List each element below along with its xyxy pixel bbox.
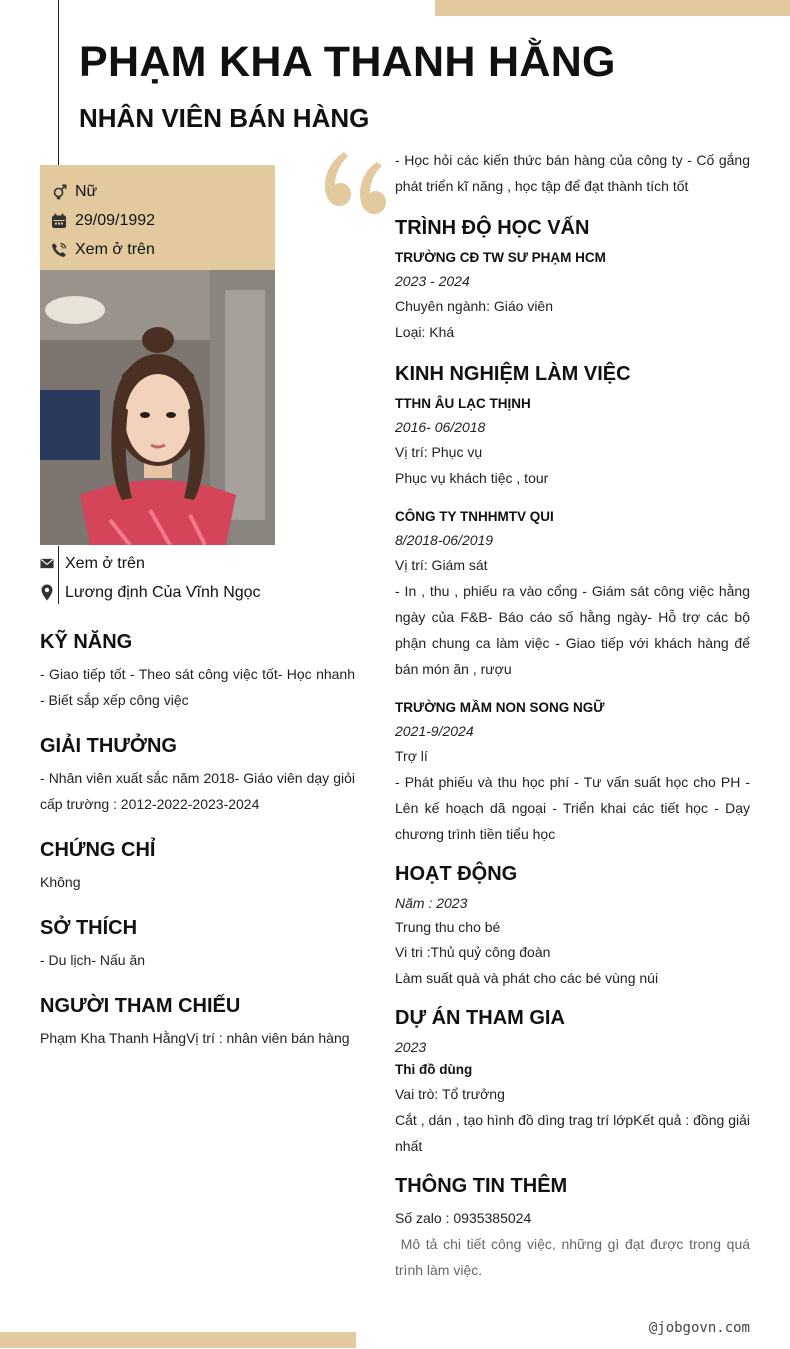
certificates-text: Không: [40, 874, 81, 890]
activity-description: Làm suất quà và phát cho các bé vùng núi: [395, 970, 659, 986]
certificates-section: [40, 835, 355, 895]
address-row: [40, 578, 261, 607]
education-period: 2023 - 2024: [395, 273, 470, 289]
projects-section: [395, 1003, 750, 1159]
project-year: 2023: [395, 1039, 427, 1055]
section-title: TRÌNH ĐỘ HỌC VẤN: [395, 217, 590, 239]
personal-info-box: [40, 165, 275, 270]
section-title: SỞ THÍCH: [40, 917, 138, 939]
top-accent-bar: [435, 0, 790, 16]
location-pin-icon: [40, 585, 54, 601]
references-text: Phạm Kha Thanh HằngVị trí : nhân viên bán hàng: [40, 1030, 350, 1046]
right-column: [395, 147, 754, 1283]
job-item: [395, 393, 750, 491]
objective-text: - Học hỏi các kiến thức bán hàng của công ty - Cố gắng phát triển kĩ năng , học tập để đạt thành tích tốt: [395, 152, 750, 194]
job-description: - Phát phiếu và thu học phí - Tư vấn suất học cho PH - Lên kế hoạch dã ngoại - Triển khai các tiết học - Dạy chương trình tiền tiểu học: [395, 774, 750, 842]
experience-section: [395, 359, 750, 847]
activity-event: Trung thu cho bé: [395, 919, 501, 935]
section-title: DỰ ÁN THAM GIA: [395, 1007, 565, 1029]
hobbies-section: [40, 913, 355, 973]
email-value: Xem ở trên: [65, 554, 145, 572]
job-item: [395, 697, 750, 847]
job-period: 8/2018-06/2019: [395, 532, 494, 548]
dob-row: [50, 206, 275, 235]
section-title: KINH NGHIỆM LÀM VIỆC: [395, 363, 631, 385]
awards-section: [40, 731, 355, 817]
activity-year: Năm : 2023: [395, 895, 468, 911]
section-title: THÔNG TIN THÊM: [395, 1175, 568, 1197]
project-name: Thi đồ dùng: [395, 1062, 473, 1077]
calendar-icon: [50, 212, 68, 230]
company-name: CÔNG TY TNHHMTV QUI: [395, 509, 554, 524]
education-grade: Loại: Khá: [395, 324, 455, 340]
section-title: CHỨNG CHỈ: [40, 839, 156, 861]
references-section: [40, 991, 355, 1051]
gender-value: Nữ: [75, 182, 98, 200]
skills-section: [40, 627, 355, 713]
phone-icon: [50, 241, 68, 259]
section-title: KỸ NĂNG: [40, 631, 133, 653]
section-title: GIẢI THƯỞNG: [40, 735, 177, 757]
job-position: Vị trí: Giám sát: [395, 557, 488, 573]
section-title: HOẠT ĐỘNG: [395, 863, 518, 885]
company-name: TRƯỜNG MẦM NON SONG NGỮ: [395, 700, 605, 715]
profile-photo: [40, 270, 275, 545]
job-description: - In , thu , phiếu ra vào cổng - Giám sát công việc hằng ngày của F&B- Báo cáo số hằng ngày- Hỗ trợ các bộ phận chung ca làm việc - Giao tiếp với khách hàng để bán món ăn , rượu: [395, 583, 750, 677]
email-icon: [40, 556, 54, 572]
gender-row: [50, 177, 275, 206]
education-section: [395, 213, 750, 345]
job-period: 2021-9/2024: [395, 723, 474, 739]
job-position: Vị trí: Phục vụ: [395, 444, 483, 460]
education-major: Chuyên ngành: Giáo viên: [395, 298, 553, 314]
activity-role: Vi tri :Thủ quỷ công đoàn: [395, 944, 551, 960]
zalo-number: Số zalo : 0935385024: [395, 1210, 532, 1226]
school-name: TRƯỜNG CĐ TW SƯ PHẠM HCM: [395, 250, 606, 265]
job-item: [395, 506, 750, 682]
email-row: [40, 549, 261, 578]
gender-icon: [50, 183, 68, 201]
address-value: Lương định Của Vĩnh Ngọc: [65, 583, 261, 601]
job-title: NHÂN VIÊN BÁN HÀNG: [79, 103, 370, 133]
job-position: Trợ lí: [395, 748, 428, 764]
candidate-name: PHẠM KHA THANH HẰNG: [79, 38, 616, 86]
hobbies-text: - Du lịch- Nấu ăn: [40, 952, 146, 968]
phone-row: [50, 235, 275, 264]
activities-section: [395, 859, 750, 991]
phone-value: Xem ở trên: [75, 240, 155, 258]
footer-brand: @jobgovn.com: [648, 1320, 750, 1336]
project-role: Vai trò: Tổ trưởng: [395, 1086, 505, 1102]
company-name: TTHN ÂU LẠC THỊNH: [395, 396, 531, 411]
more-info-section: [395, 1171, 754, 1283]
quote-icon: [322, 150, 388, 216]
section-title: NGƯỜI THAM CHIẾU: [40, 995, 241, 1017]
left-column: [40, 627, 355, 1051]
awards-text: - Nhân viên xuất sắc năm 2018- Giáo viên dạy giỏi cấp trường : 2012-2022-2023-2024: [40, 770, 355, 812]
dob-value: 29/09/1992: [75, 211, 156, 229]
more-info-description: Mô tả chi tiết công việc, những gì đạt được trong quá trình làm việc.: [395, 1236, 754, 1278]
skills-text: - Giao tiếp tốt - Theo sát công việc tốt- Học nhanh - Biết sắp xếp công việc: [40, 666, 355, 708]
job-description: Phục vụ khách tiệc , tour: [395, 470, 549, 486]
contact-list: [40, 549, 261, 607]
job-period: 2016- 06/2018: [395, 419, 486, 435]
bottom-accent-bar: [0, 1332, 356, 1348]
project-description: Cắt , dán , tạo hình đồ dìng trag trí lớpKết quả : đồng giải nhất: [395, 1112, 750, 1154]
vertical-rule-top: [58, 0, 59, 165]
